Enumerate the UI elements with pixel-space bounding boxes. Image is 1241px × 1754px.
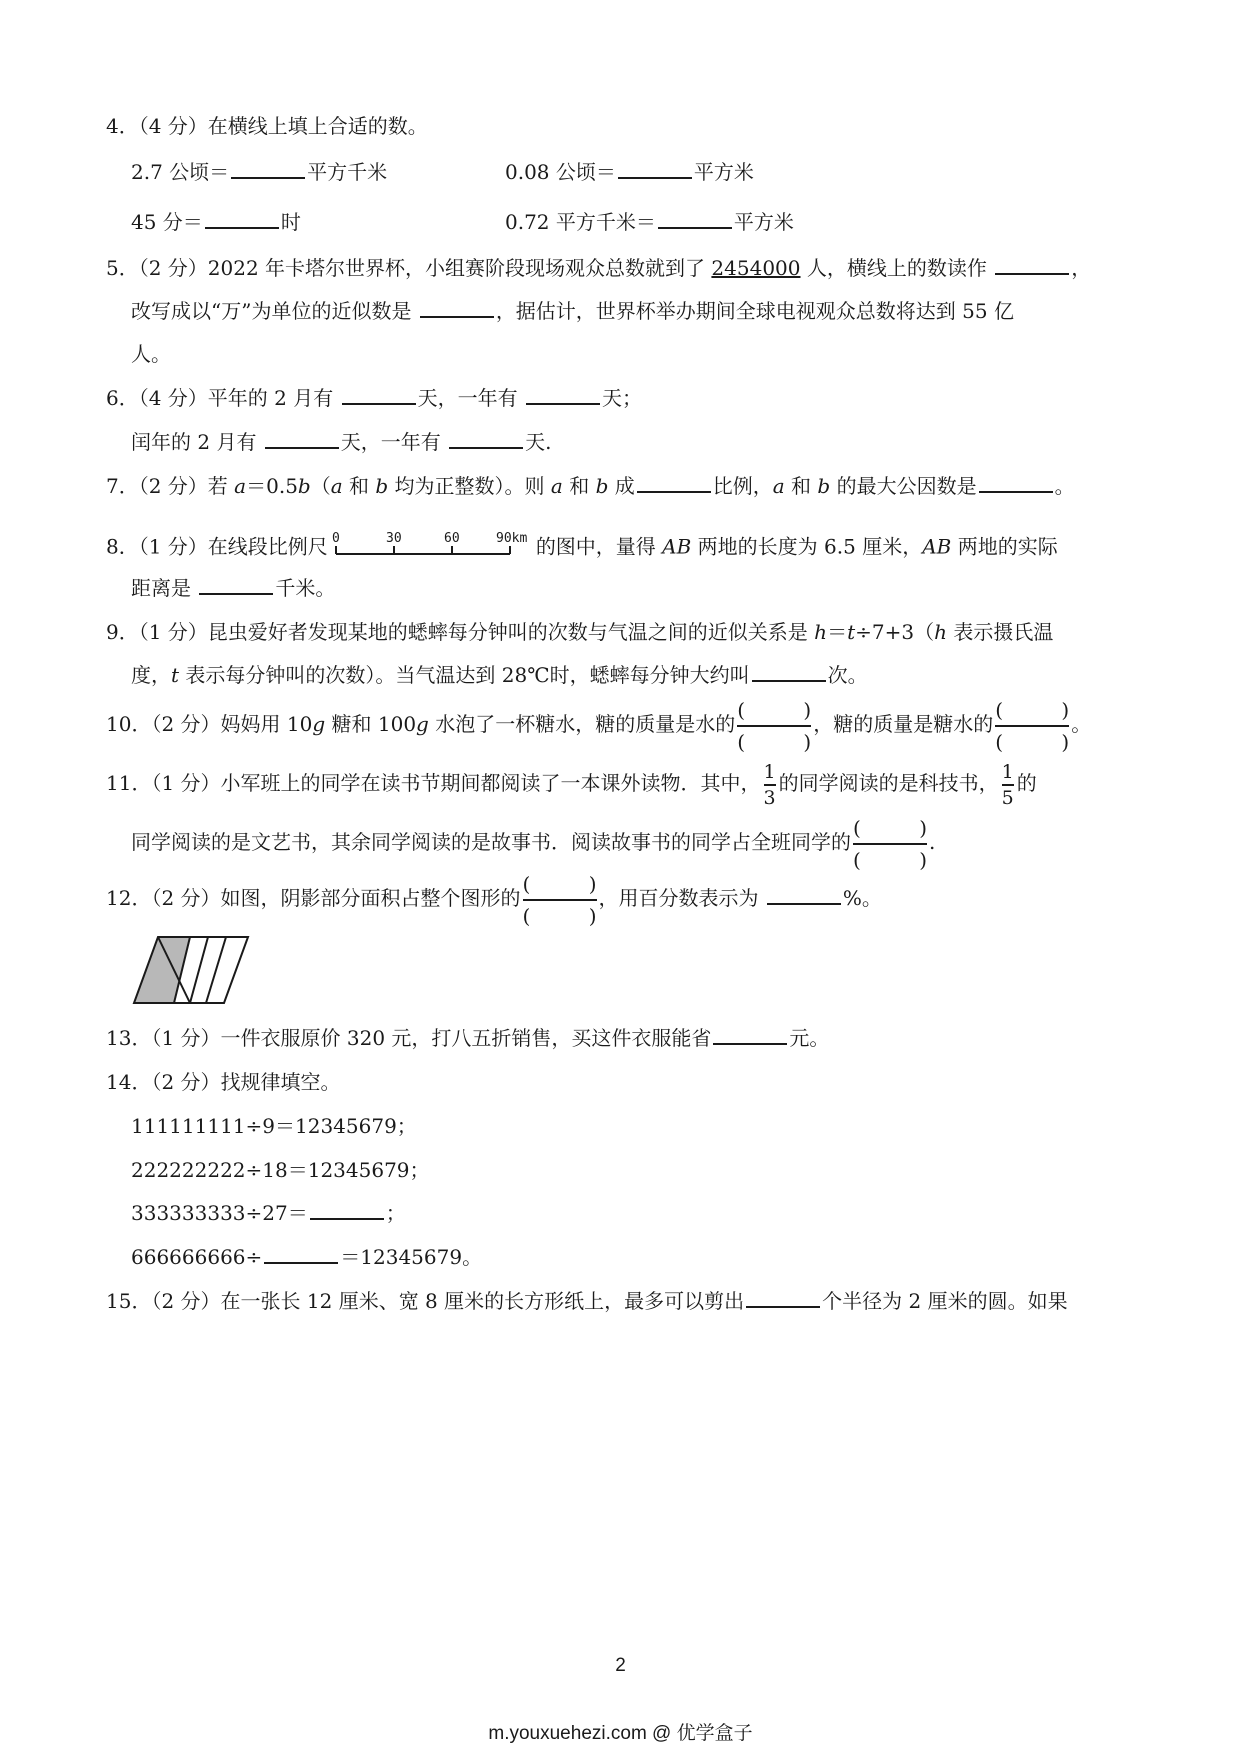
q10-text: 水泡了一杯糖水，糖的质量是水的 xyxy=(428,712,736,736)
answer-blank[interactable] xyxy=(310,1200,384,1220)
q7-text: 成 xyxy=(608,474,635,498)
q13-text: 元。 xyxy=(789,1026,830,1050)
answer-blank[interactable] xyxy=(752,662,826,682)
q14-text: ； xyxy=(385,1201,406,1225)
q9-text: 次。 xyxy=(827,663,868,687)
numerator: 1 xyxy=(763,760,776,783)
unit-g: g xyxy=(416,712,429,736)
answer-blank[interactable] xyxy=(979,473,1053,493)
denominator: 3 xyxy=(763,786,776,809)
footer-watermark: m.youxuehezi.com @ 优学盒子 xyxy=(488,1723,753,1744)
answer-blank[interactable] xyxy=(637,473,711,493)
q9-text: 表示每分钟叫的次数）。当气温达到 28℃时，蟋蟀每分钟大约叫 xyxy=(179,663,750,687)
q9-text: 表示摄氏温 xyxy=(946,620,1054,644)
q8-text: 两地的实际 xyxy=(951,534,1058,559)
scale-label: 0 xyxy=(331,531,340,546)
q5-line3: 人。 xyxy=(131,342,171,366)
q10-line xyxy=(106,694,1091,754)
var-h: h xyxy=(934,620,947,644)
paren: ) xyxy=(919,815,927,840)
q11-text: 的 xyxy=(1016,771,1037,795)
q4-d-left: 0.72 平方千米＝ xyxy=(505,210,656,234)
q14-row3 xyxy=(131,1199,406,1227)
answer-blank[interactable] xyxy=(420,298,494,318)
var-a: a xyxy=(772,474,785,498)
fraction-blank[interactable] xyxy=(737,698,811,754)
scale-label: 60 xyxy=(443,531,460,546)
q5-text: ，据估计，世界杯举办期间全球电视观众总数将达到 55 亿 xyxy=(495,299,1014,323)
answer-blank[interactable] xyxy=(449,429,523,449)
paren: ) xyxy=(803,697,812,722)
var-b: b xyxy=(817,474,831,498)
page-number: 2 xyxy=(615,1655,626,1676)
numerator: 1 xyxy=(1001,760,1014,783)
q11-text: . xyxy=(929,830,936,854)
var-h: h xyxy=(814,620,828,644)
q7-text: 和 xyxy=(562,474,596,498)
q5-line1 xyxy=(106,254,1091,282)
q12-text: %。 xyxy=(842,886,882,910)
var-ab: AB xyxy=(922,534,952,559)
q7-text: 和 xyxy=(342,474,376,498)
q15-text: 15．（2 分）在一张长 12 厘米、宽 8 厘米的长方形纸上，最多可以剪出 xyxy=(106,1289,745,1313)
q7-line xyxy=(106,472,1075,500)
paren: ( xyxy=(853,815,861,840)
q6-text: 天，一年有 xyxy=(417,386,524,410)
paren: ( xyxy=(737,697,746,722)
q4-item-d xyxy=(505,208,794,236)
q9-text: ÷7+3（ xyxy=(855,620,935,644)
scale-label: 90km xyxy=(495,531,528,546)
q11-text: 的同学阅读的是科技书， xyxy=(778,771,999,795)
q10-text: ，糖的质量是糖水的 xyxy=(813,712,994,736)
answer-blank[interactable] xyxy=(658,209,732,229)
q4-b-left: 0.08 公顷＝ xyxy=(505,160,616,184)
q8-text: 8．（1 分）在线段比例尺 xyxy=(106,534,328,559)
var-a: a xyxy=(330,474,343,498)
q4-d-unit: 平方米 xyxy=(733,210,794,234)
q6-line1 xyxy=(106,384,642,412)
q8-line1 xyxy=(106,530,1058,566)
q4-item-c xyxy=(131,208,301,236)
q12-text: 12．（2 分）如图，阴影部分面积占整个图形的 xyxy=(106,886,521,910)
answer-blank[interactable] xyxy=(264,1244,338,1264)
answer-blank[interactable] xyxy=(265,429,339,449)
q7-text: （ xyxy=(310,474,331,498)
var-t: t xyxy=(847,620,856,644)
paren: ) xyxy=(803,729,812,754)
q5-number: 2454000 xyxy=(711,256,801,280)
q5-text: 人，横线上的数读作 xyxy=(800,256,994,280)
q4-a-unit: 平方千米 xyxy=(307,160,388,184)
q4-a-left: 2.7 公顷＝ xyxy=(131,160,230,184)
answer-blank[interactable] xyxy=(618,159,692,179)
q5-line2 xyxy=(131,297,1014,325)
q7-text: 比例， xyxy=(712,474,773,498)
q8-text: 千米。 xyxy=(275,576,336,600)
paren: ) xyxy=(919,847,927,872)
paren: ( xyxy=(522,871,531,896)
paren: ) xyxy=(1061,729,1070,754)
var-ab: AB xyxy=(662,534,692,559)
q4-item-b xyxy=(505,158,754,186)
q7-text: ＝0.5 xyxy=(246,474,298,498)
q11-line1 xyxy=(106,755,1037,811)
q12-text: ，用百分数表示为 xyxy=(598,886,765,910)
q4-c-left: 45 分＝ xyxy=(131,210,203,234)
fraction-blank[interactable] xyxy=(523,872,597,928)
paren: ) xyxy=(1061,697,1070,722)
paren: ( xyxy=(995,729,1004,754)
q4-c-unit: 时 xyxy=(280,210,301,234)
q6-text: 天. xyxy=(525,430,552,454)
paren: ) xyxy=(588,871,597,896)
answer-blank[interactable] xyxy=(342,385,416,405)
q7-text: 7．（2 分）若 xyxy=(106,474,235,498)
var-b: b xyxy=(595,474,609,498)
q15-text: 个半径为 2 厘米的圆。如果 xyxy=(822,1289,1068,1313)
var-a: a xyxy=(234,474,247,498)
paren: ( xyxy=(737,729,746,754)
q4-item-a xyxy=(131,158,387,186)
q12-line xyxy=(106,868,882,928)
q6-text: 6．（4 分）平年的 2 月有 xyxy=(106,386,340,410)
unit-g: g xyxy=(312,712,326,736)
q9-line2 xyxy=(131,661,868,689)
q14-row4 xyxy=(131,1243,482,1271)
answer-blank[interactable] xyxy=(746,1288,820,1308)
answer-blank[interactable] xyxy=(713,1025,787,1045)
q8-text: 两地的长度为 6.5 厘米， xyxy=(691,534,923,559)
q10-text: 10．（2 分）妈妈用 10 xyxy=(106,712,313,736)
q13-line xyxy=(106,1024,829,1052)
q14-stem: 14．（2 分）找规律填空。 xyxy=(106,1070,341,1094)
parallelogram-figure xyxy=(130,935,254,1007)
q5-text: 改写成以“万”为单位的近似数是 xyxy=(131,299,418,323)
q9-line1 xyxy=(106,618,1053,646)
q8-text: 的图中，量得 xyxy=(535,534,663,559)
q7-text: 的最大公因数是 xyxy=(830,474,977,498)
q15-line xyxy=(106,1287,1068,1315)
paren: ( xyxy=(995,697,1004,722)
fraction-one-third xyxy=(764,761,776,809)
var-t: t xyxy=(171,663,180,687)
q14-row2: 222222222÷18＝12345679； xyxy=(131,1158,430,1182)
answer-blank[interactable] xyxy=(767,885,841,905)
answer-blank[interactable] xyxy=(199,575,273,595)
q9-text: 9．（1 分）昆虫爱好者发现某地的蟋蟀每分钟叫的次数与气温之间的近似关系是 xyxy=(106,620,815,644)
q5-text: 5．（2 分）2022 年卡塔尔世界杯，小组赛阶段现场观众总数就到了 xyxy=(106,256,712,280)
paren: ( xyxy=(522,903,531,928)
q11-text: 同学阅读的是文艺书，其余同学阅读的是故事书．阅读故事书的同学占全班同学的 xyxy=(131,830,851,854)
q13-text: 13．（1 分）一件衣服原价 320 元，打八五折销售，买这件衣服能省 xyxy=(106,1026,712,1050)
q4-stem: 4．（4 分）在横线上填上合适的数。 xyxy=(106,114,428,138)
fraction-blank[interactable] xyxy=(853,816,927,872)
var-a: a xyxy=(550,474,563,498)
q7-text: 和 xyxy=(784,474,818,498)
q6-text: 天； xyxy=(601,386,642,410)
q8-line2 xyxy=(131,574,335,602)
q8-text: 距离是 xyxy=(131,576,198,600)
q11-line2 xyxy=(131,812,935,872)
scale-bar-figure xyxy=(332,530,532,566)
answer-blank[interactable] xyxy=(995,255,1069,275)
var-b: b xyxy=(375,474,389,498)
q11-text: 11．（1 分）小军班上的同学在读书节期间都阅读了一本课外读物．其中， xyxy=(106,771,761,795)
paren: ( xyxy=(853,847,861,872)
answer-blank[interactable] xyxy=(231,159,305,179)
answer-blank[interactable] xyxy=(205,209,279,229)
q6-text: 天，一年有 xyxy=(340,430,448,454)
q9-text: 度， xyxy=(131,663,171,687)
q7-text: 。 xyxy=(1054,474,1075,498)
var-b: b xyxy=(297,474,311,498)
q14-text: 666666666÷ xyxy=(131,1245,263,1269)
q4-b-unit: 平方米 xyxy=(693,160,754,184)
scale-label: 30 xyxy=(385,531,402,546)
paren: ) xyxy=(588,903,597,928)
answer-blank[interactable] xyxy=(526,385,600,405)
q6-text: 闰年的 2 月有 xyxy=(131,430,263,454)
q9-text: ＝ xyxy=(827,620,848,644)
q5-text: ， xyxy=(1071,256,1092,280)
denominator: 5 xyxy=(1001,786,1014,809)
q14-text: ＝12345679。 xyxy=(340,1245,483,1269)
q10-text: 糖和 100 xyxy=(325,712,417,736)
q7-text: 均为正整数）。则 xyxy=(388,474,551,498)
q6-line2 xyxy=(131,428,552,456)
q14-row1: 111111111÷9＝12345679； xyxy=(131,1114,417,1138)
fraction-blank[interactable] xyxy=(995,698,1069,754)
q10-text: 。 xyxy=(1071,712,1092,736)
fraction-one-fifth xyxy=(1002,761,1014,809)
q14-text: 333333333÷27＝ xyxy=(131,1201,308,1225)
